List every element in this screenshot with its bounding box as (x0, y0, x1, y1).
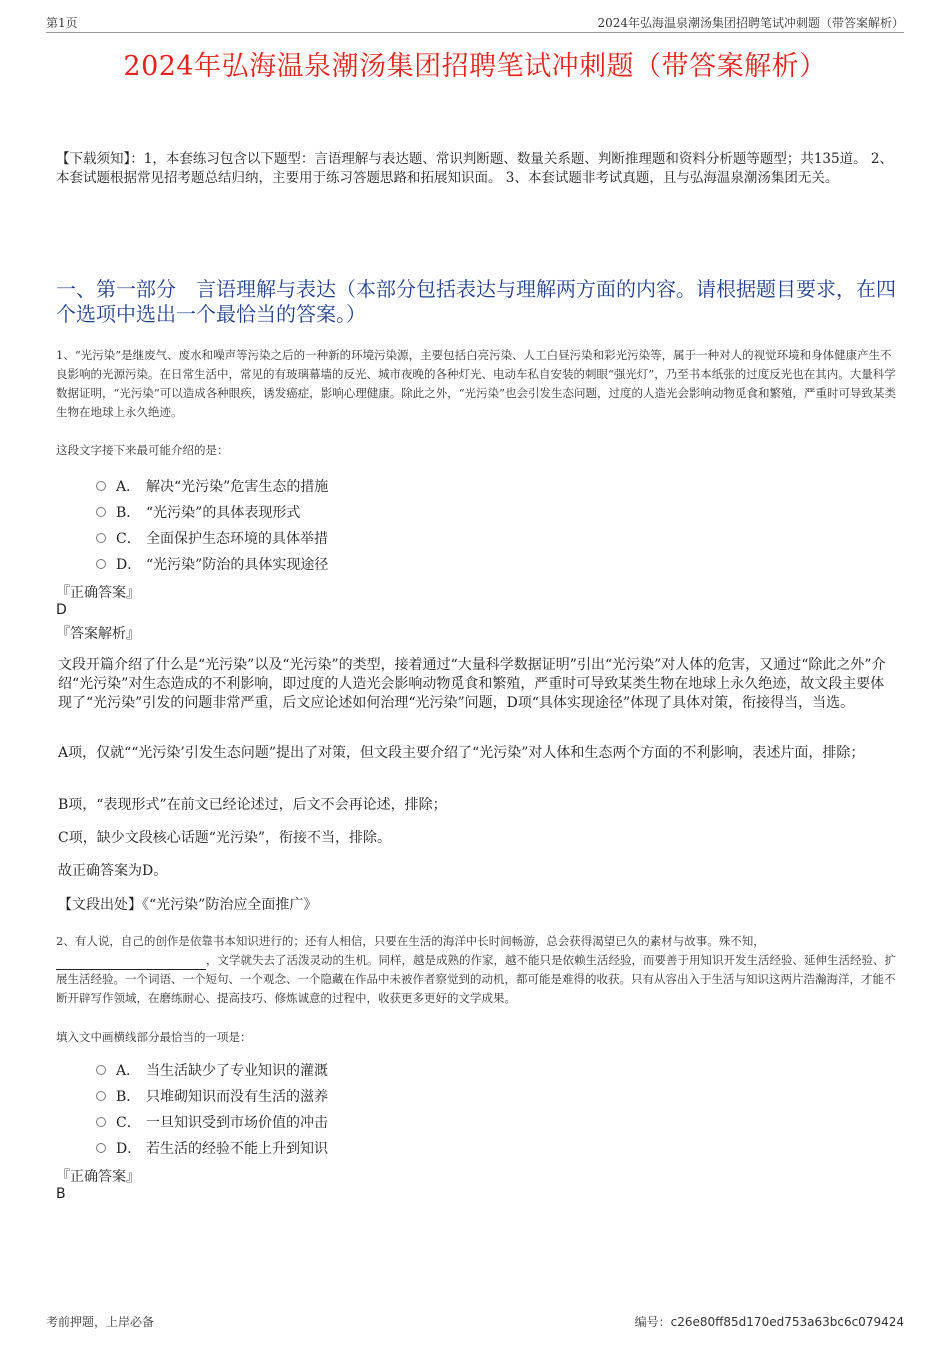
radio-icon[interactable] (96, 533, 106, 543)
header-doc-title: 2024年弘海温泉潮汤集团招聘笔试冲刺题（带答案解析） (597, 16, 904, 30)
question-2-text: 2、有人说，自己的创作是依靠书本知识进行的；还有人相信，只要在生活的海洋中长时间畅游，总会获得渴望已久的素材与故事。殊不知，，文学就失去了活泼灵动的生机。同样，越是成熟的作家，越不能只是依赖生活经验，而要善于用知识开发生活经验、延伸生活经验、扩展生活经验。一个词语、一个短句、一个观念、一个隐藏在作品中未被作者察觉到的动机，都可能是难得的收获。只有从容出入于生活与知识这两片浩瀚海洋，才能不断开辟写作领域，在磨练耐心、提高技巧、修炼诚意的过程中，收获更多更好的文学成果。 (56, 934, 896, 1005)
option-c[interactable]: C． 全面保护生态环境的具体举措 (96, 525, 596, 551)
document-code: 编号：c26e80ff85d170ed753a63bc6c079424 (634, 1315, 904, 1329)
analysis-paragraph: A项，仅就““光污染’引发生态问题”提出了对策，但文段主要介绍了“光污染”对人体和生态两个方面的不利影响，表述片面，排除； (58, 745, 865, 761)
option-a[interactable]: A． 当生活缺少了专业知识的灌溉 (96, 1057, 596, 1083)
option-label: 一旦知识受到市场价值的冲击 (146, 1115, 328, 1131)
answer-value: B (56, 1186, 66, 1202)
option-b[interactable]: B． “光污染”的具体表现形式 (96, 499, 596, 525)
answer-label: 『正确答案』 (56, 1169, 140, 1185)
analysis-paragraph: B项，“表现形式”在前文已经论述过，后文不会再论述，排除； (58, 797, 447, 813)
radio-icon[interactable] (96, 481, 106, 491)
radio-icon[interactable] (96, 1143, 106, 1153)
radio-icon[interactable] (96, 507, 106, 517)
document-title: 2024年弘海温泉潮汤集团招聘笔试冲刺题（带答案解析） (123, 51, 827, 82)
analysis-paragraph: C项，缺少文段核心话题“光污染”，衔接不当，排除。 (58, 830, 392, 846)
question-2-prompt: 填入文中画横线部分最恰当的一项是： (56, 1030, 252, 1044)
option-label: 只堆砌知识而没有生活的滋养 (146, 1089, 328, 1105)
analysis-paragraph: 文段开篇介绍了什么是“光污染”以及“光污染”的类型，接着通过“大量科学数据证明”引出“光污染”对人体的危害，又通过“除此之外”介绍“光污染”对生态造成的不利影响，即过度的人造光会影响动物觅食和繁殖，严重时可导致某类生物在地球上永久绝迹，故文段主要体现了“光污染”引发的问题非常严重，后文应论述如何治理“光污染”问题，D项“具体实现途径”体现了具体对策，衔接得当，当选。 (58, 657, 886, 711)
footer-slogan: 考前押题，上岸必备 (46, 1315, 155, 1329)
source-citation: 【文段出处】《“光污染”防治应全面推广》 (58, 897, 318, 913)
option-label: 若生活的经验不能上升到知识 (146, 1141, 328, 1157)
question-1-prompt: 这段文字接下来最可能介绍的是： (56, 443, 229, 457)
option-b[interactable]: B． 只堆砌知识而没有生活的滋养 (96, 1083, 596, 1109)
download-notice: 【下载须知】：1，本套练习包含以下题型：言语理解与表达题、常识判断题、数量关系题、判断推理题和资料分析题等题型；共135道。 2、本套试题根据常见招考题总结归纳，主要用于练习答题思路和拓展知识面。 3、本套试题非考试真题，且与弘海温泉潮汤集团无关。 (56, 151, 893, 186)
option-c[interactable]: C． 一旦知识受到市场价值的冲击 (96, 1109, 596, 1135)
answer-value: D (56, 602, 67, 618)
option-label: 当生活缺少了专业知识的灌溉 (146, 1063, 328, 1079)
option-label: 全面保护生态环境的具体举措 (146, 531, 328, 547)
option-d[interactable]: D． “光污染”防治的具体实现途径 (96, 551, 596, 577)
analysis-label: 『答案解析』 (56, 626, 140, 642)
option-a[interactable]: A． 解决“光污染”危害生态的措施 (96, 473, 596, 499)
fill-blank (56, 956, 206, 970)
radio-icon[interactable] (96, 559, 106, 569)
option-label: 解决“光污染”危害生态的措施 (146, 479, 329, 495)
radio-icon[interactable] (96, 1117, 106, 1127)
section-heading: 一、第一部分 言语理解与表达（本部分包括表达与理解两方面的内容。请根据题目要求，在四个选项中选出一个最恰当的答案。） (56, 277, 896, 326)
option-d[interactable]: D． 若生活的经验不能上升到知识 (96, 1135, 596, 1161)
page-number: 第1页 (46, 16, 78, 30)
question-1-text: 1、“光污染”是继废气、废水和噪声等污染之后的一种新的环境污染源，主要包括白亮污染、人工白昼污染和彩光污染等，属于一种对人的视觉环境和身体健康产生不良影响的光源污染。在日常生活中，常见的有玻璃幕墙的反光、城市夜晚的各种灯光、电动车私自安装的刺眼“强光灯”，乃至书本纸张的过度反光也在其内。大量科学数据证明，“光污染”可以造成各种眼疾，诱发癌症，影响心理健康。除此之外，“光污染”也会引发生态问题，过度的人造光会影响动物觅食和繁殖，严重时可导致某类生物在地球上永久绝迹。 (56, 348, 897, 419)
answer-label: 『正确答案』 (56, 585, 140, 601)
page-header (46, 14, 904, 33)
question-1-options (96, 473, 596, 577)
radio-icon[interactable] (96, 1091, 106, 1101)
option-label: “光污染”的具体表现形式 (146, 505, 301, 521)
radio-icon[interactable] (96, 1065, 106, 1075)
analysis-paragraph: 故正确答案为D。 (58, 863, 168, 879)
option-label: “光污染”防治的具体实现途径 (146, 557, 329, 573)
question-2-options (96, 1057, 596, 1161)
